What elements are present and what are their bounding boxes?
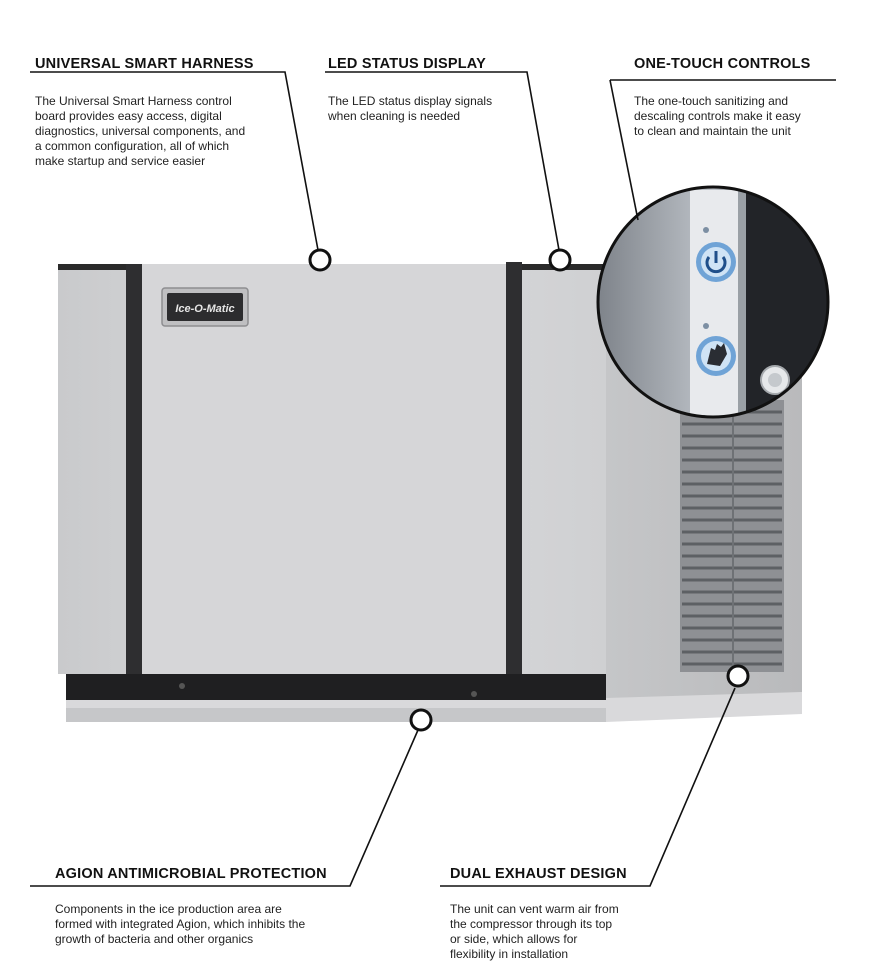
feature-description: The Universal Smart Harness control board provides easy access, digital diagnostics, universal components, and a common configuration, all of which make startup and service easier xyxy=(35,94,246,168)
left-trim-strip xyxy=(126,264,142,674)
feature-description: The LED status display signals when cleaning is needed xyxy=(328,94,493,123)
feature-title: DUAL EXHAUST DESIGN xyxy=(450,866,627,882)
kick-plate xyxy=(66,674,606,700)
feature-agion-antimicrobial-protection xyxy=(55,866,355,947)
svg-text:Ice-O-Matic: Ice-O-Matic xyxy=(175,303,235,315)
feature-title: AGION ANTIMICROBIAL PROTECTION xyxy=(55,866,327,882)
brand-badge xyxy=(162,288,248,326)
right-trim-strip xyxy=(506,262,522,674)
feature-title: UNIVERSAL SMART HARNESS xyxy=(35,56,254,72)
feature-dual-exhaust-design xyxy=(450,866,660,962)
feature-led-status-display xyxy=(328,56,548,124)
hand-sanitize-icon xyxy=(696,336,736,376)
callout-anchor-exhaust xyxy=(728,666,748,686)
feature-description: The unit can vent warm air from the compressor through its top or side, which allows for flexibility in installation xyxy=(450,902,619,961)
feature-description: Components in the ice production area are formed with integrated Agion, which inhibits the growth of bacteria and other organics xyxy=(55,902,306,946)
feature-description: The one-touch sanitizing and descaling controls make it easy to clean and maintain the unit xyxy=(634,94,801,138)
feature-title: ONE-TOUCH CONTROLS xyxy=(634,56,811,72)
feature-title: LED STATUS DISPLAY xyxy=(328,56,487,72)
power-icon xyxy=(696,242,736,282)
exhaust-louver-grille xyxy=(680,400,784,672)
callout-anchor-agion xyxy=(411,710,431,730)
callout-anchor-led xyxy=(550,250,570,270)
feature-universal-smart-harness xyxy=(35,56,295,169)
callout-anchor-harness xyxy=(310,250,330,270)
feature-one-touch-controls xyxy=(634,56,844,139)
